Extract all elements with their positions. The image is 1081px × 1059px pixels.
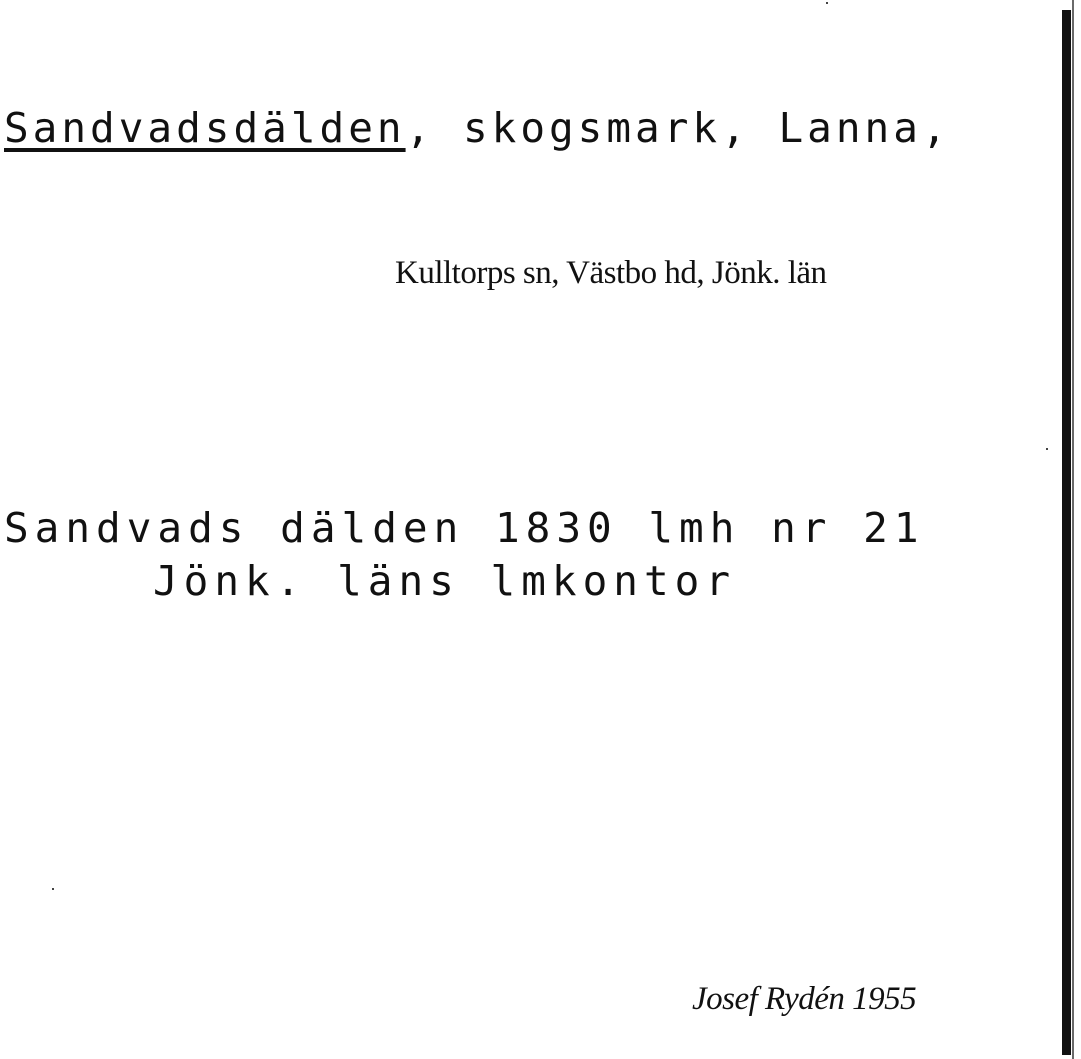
location-line: Kulltorps sn, Västbo hd, Jönk. län [395, 255, 827, 291]
scan-speck [52, 888, 54, 890]
signature: Josef Rydén 1955 [692, 981, 917, 1017]
source-line-1: Sandvads dälden 1830 lmh nr 21 [4, 504, 925, 552]
place-description: , skogsmark, Lanna, [405, 104, 951, 152]
scan-speck [826, 2, 828, 4]
source-line-2: Jönk. läns lmkontor [153, 557, 736, 605]
place-name: Sandvadsdälden [4, 104, 406, 152]
scan-speck [1046, 448, 1048, 450]
card-heading [4, 100, 951, 156]
card-edge-shadow [1072, 0, 1074, 1059]
card-edge-border [1062, 10, 1071, 1055]
